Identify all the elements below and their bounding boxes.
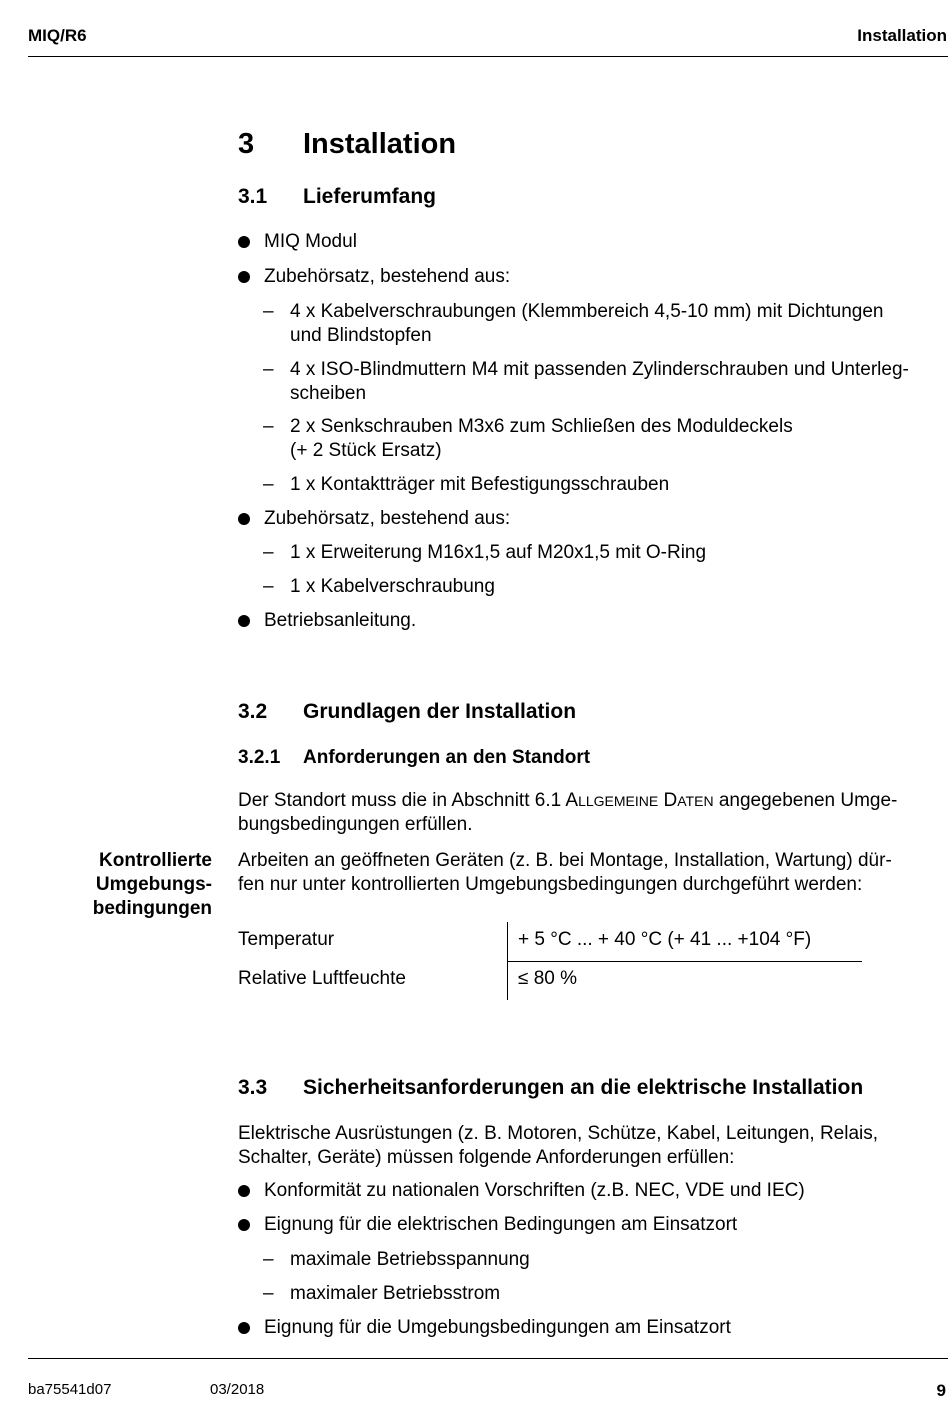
chapter-heading (238, 128, 938, 164)
margin-label-line: Kontrollierte (99, 850, 212, 871)
paragraph-line: Elektrische Ausrüstungen (z. B. Motoren, Schütze, Kabel, Leitungen, Relais, (238, 1123, 879, 1144)
paragraph-line: fen nur unter kontrollierten Umgebungsbedingungen durchgeführt werden: (238, 874, 863, 895)
footer-rule (28, 1358, 948, 1359)
table-cell-label: Temperatur (238, 929, 335, 950)
paragraph-line: Arbeiten an geöffneten Geräten (z. B. bei Montage, Installation, Wartung) dür- (238, 850, 892, 871)
paragraph-text: angegebenen Umge- (713, 790, 898, 811)
sub-list-item: 4 x Kabelverschraubungen (Klemmbereich 4,5-10 mm) mit Dichtungen (290, 301, 884, 322)
dash-icon: – (263, 1249, 274, 1270)
sub-list-item: 1 x Kabelverschraubung (290, 576, 495, 597)
paragraph-line: Schalter, Geräte) müssen folgende Anforderungen erfüllen: (238, 1147, 735, 1168)
header-left: MIQ/R6 (28, 26, 87, 45)
section-title: Grundlagen der Installation (303, 700, 577, 723)
bullet-icon (238, 1219, 250, 1231)
section-title: Sicherheitsanforderungen an die elektrische Installation (303, 1076, 864, 1099)
table-row-divider (507, 961, 862, 962)
bullet-icon (238, 1185, 250, 1197)
bullet-icon (238, 271, 250, 283)
section-3-1-heading (238, 185, 938, 211)
subsection-number: 3.2.1 (238, 747, 281, 768)
section-3-2-heading (238, 700, 938, 726)
dash-icon: – (263, 542, 274, 563)
section-number: 3.1 (238, 185, 268, 208)
bullet-icon (238, 615, 250, 627)
sub-list-item-cont: und Blindstopfen (290, 325, 432, 346)
bullet-icon (238, 1322, 250, 1334)
section-number: 3.2 (238, 700, 268, 723)
sub-list-item-cont: scheiben (290, 383, 367, 404)
list-item: Betriebsanleitung. (264, 610, 417, 631)
list-item: Eignung für die elektrischen Bedingungen am Einsatzort (264, 1214, 738, 1235)
sub-list-item: 2 x Senkschrauben M3x6 zum Schließen des Moduldeckels (290, 416, 793, 437)
chapter-title: Installation (303, 128, 457, 160)
chapter-number: 3 (238, 128, 255, 160)
subsection-3-2-1-heading (238, 747, 938, 771)
section-title: Lieferumfang (303, 185, 437, 208)
section-reference: ALLGEMEINE DATEN (565, 790, 714, 811)
table-cell-value: ≤ 80 % (518, 968, 578, 989)
header-rule (28, 56, 948, 57)
paragraph-line: bungsbedingungen erfüllen. (238, 814, 473, 835)
list-item: Zubehörsatz, bestehend aus: (264, 508, 511, 529)
dash-icon: – (263, 416, 274, 437)
dash-icon: – (263, 359, 274, 380)
dash-icon: – (263, 301, 274, 322)
list-item: Eignung für die Umgebungsbedingungen am Einsatzort (264, 1317, 731, 1338)
section-number: 3.3 (238, 1076, 268, 1099)
margin-label-line: bedingungen (92, 898, 212, 919)
subsection-title: Anforderungen an den Standort (303, 747, 591, 768)
table-cell-value: + 5 °C ... + 40 °C (+ 41 ... +104 °F) (518, 929, 812, 950)
page-number: 9 (936, 1381, 946, 1400)
sub-list-item: 1 x Erweiterung M16x1,5 auf M20x1,5 mit O-Ring (290, 542, 707, 563)
sub-list-item: 1 x Kontaktträger mit Befestigungsschrauben (290, 474, 670, 495)
list-item: Zubehörsatz, bestehend aus: (264, 266, 511, 287)
bullet-icon (238, 513, 250, 525)
dash-icon: – (263, 474, 274, 495)
list-item: MIQ Modul (264, 231, 357, 252)
footer-date: 03/2018 (210, 1381, 265, 1398)
sub-list-item: maximaler Betriebsstrom (290, 1283, 501, 1304)
paragraph-text: Der Standort muss die in Abschnitt 6.1 (238, 790, 566, 811)
margin-label-line: Umgebungs- (95, 874, 212, 895)
list-item: Konformität zu nationalen Vorschriften (z.B. NEC, VDE und IEC) (264, 1180, 805, 1201)
sub-list-item: 4 x ISO-Blindmuttern M4 mit passenden Zylinderschrauben und Unterleg- (290, 359, 909, 380)
footer-doc-id: ba75541d07 (28, 1381, 112, 1398)
paragraph-line (238, 789, 897, 813)
section-3-3-heading (238, 1076, 938, 1102)
bullet-icon (238, 236, 250, 248)
dash-icon: – (263, 576, 274, 597)
table-cell-label: Relative Luftfeuchte (238, 968, 406, 989)
dash-icon: – (263, 1283, 274, 1304)
header-right: Installation (857, 26, 947, 45)
sub-list-item: maximale Betriebsspannung (290, 1249, 530, 1270)
sub-list-item-cont: (+ 2 Stück Ersatz) (290, 440, 442, 461)
